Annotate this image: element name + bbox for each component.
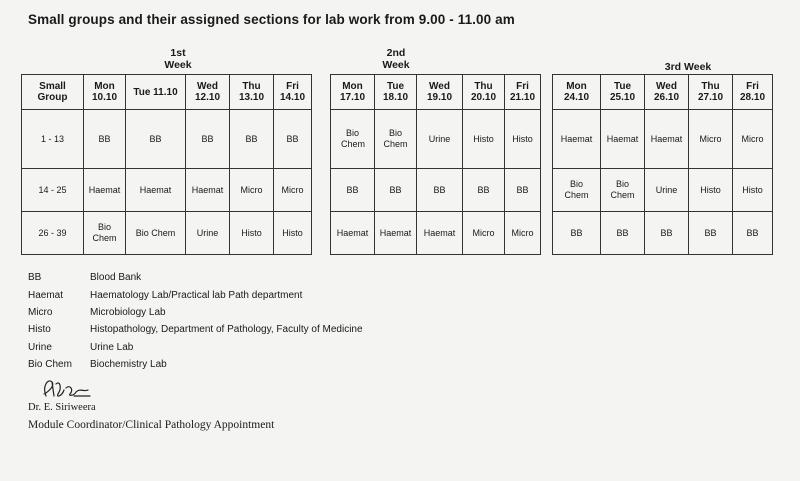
table-cell: BB: [505, 169, 541, 212]
table-cell: Haemat: [126, 169, 186, 212]
table-cell: Bio Chem: [331, 110, 375, 169]
table-cell: BB: [375, 169, 417, 212]
table-cell: Histo: [689, 169, 733, 212]
table-cell: BB: [84, 110, 126, 169]
table-row: [553, 212, 773, 255]
handwritten-signature: [40, 376, 100, 402]
table-cell: Histo: [230, 212, 274, 255]
table-row: [22, 212, 312, 255]
table-cell: BB: [126, 110, 186, 169]
table-cell: Haemat: [331, 212, 375, 255]
table-cell: BB: [733, 212, 773, 255]
header-row: [331, 75, 541, 110]
table-cell: BB: [689, 212, 733, 255]
table-cell: Micro: [230, 169, 274, 212]
table-cell: Histo: [505, 110, 541, 169]
header-day: Tue 18.10: [375, 75, 417, 110]
table-cell: Micro: [274, 169, 312, 212]
header-day: Fri 28.10: [733, 75, 773, 110]
table-cell: Haemat: [375, 212, 417, 255]
table-row: [331, 212, 541, 255]
table-cell: BB: [601, 212, 645, 255]
table-cell: Urine: [186, 212, 230, 255]
group-cell: 1 - 13: [22, 110, 84, 169]
legend-item: Urine Urine Lab: [28, 341, 134, 353]
table-cell: Micro: [733, 110, 773, 169]
legend-item: Micro Microbiology Lab: [28, 306, 166, 318]
header-day: Mon 24.10: [553, 75, 601, 110]
table-cell: Haemat: [601, 110, 645, 169]
legend: [28, 269, 363, 373]
week-2-label: 2nd Week: [382, 47, 410, 71]
group-cell: 14 - 25: [22, 169, 84, 212]
table-cell: BB: [417, 169, 463, 212]
table-row: [331, 110, 541, 169]
table-cell: BB: [186, 110, 230, 169]
table-cell: Bio Chem: [375, 110, 417, 169]
header-day: Thu 27.10: [689, 75, 733, 110]
signer-name: Dr. E. Siriweera: [28, 402, 96, 413]
table-cell: Haemat: [645, 110, 689, 169]
week-1-label: 1st Week: [164, 47, 192, 71]
legend-item: Bio Chem Biochemistry Lab: [28, 359, 167, 371]
table-cell: Haemat: [84, 169, 126, 212]
header-day: Fri 21.10: [505, 75, 541, 110]
week-1-table: [21, 74, 312, 255]
legend-item: Haemat Haematology Lab/Practical lab Path department: [28, 289, 303, 301]
table-cell: BB: [645, 212, 689, 255]
week-3-table: [552, 74, 773, 255]
table-cell: BB: [230, 110, 274, 169]
table-row: [553, 169, 773, 212]
table-cell: Micro: [463, 212, 505, 255]
header-day: Mon 17.10: [331, 75, 375, 110]
group-cell: 26 - 39: [22, 212, 84, 255]
table-cell: Urine: [645, 169, 689, 212]
header-small-group: Small Group: [22, 75, 84, 110]
table-cell: Micro: [505, 212, 541, 255]
table-cell: Haemat: [186, 169, 230, 212]
header-day: Thu 20.10: [463, 75, 505, 110]
table-row: [22, 169, 312, 212]
table-cell: BB: [553, 212, 601, 255]
table-cell: Bio Chem: [84, 212, 126, 255]
header-day: Fri 14.10: [274, 75, 312, 110]
legend-item: Histo Histopathology, Department of Pathology, Faculty of Medicine: [28, 324, 363, 336]
table-cell: Urine: [417, 110, 463, 169]
header-day: Wed 12.10: [186, 75, 230, 110]
legend-item: BB Blood Bank: [28, 272, 142, 284]
table-cell: BB: [331, 169, 375, 212]
table-cell: Haemat: [553, 110, 601, 169]
table-cell: BB: [274, 110, 312, 169]
header-day: Tue 25.10: [601, 75, 645, 110]
header-day: Wed 19.10: [417, 75, 463, 110]
table-cell: Histo: [733, 169, 773, 212]
table-cell: Bio Chem: [126, 212, 186, 255]
table-cell: Micro: [689, 110, 733, 169]
table-row: [331, 169, 541, 212]
header-day: Thu 13.10: [230, 75, 274, 110]
header-row: [22, 75, 312, 110]
table-row: [22, 110, 312, 169]
header-day: Wed 26.10: [645, 75, 689, 110]
header-day: Mon 10.10: [84, 75, 126, 110]
signer-role: Module Coordinator/Clinical Pathology Appointment: [28, 419, 275, 431]
table-cell: Histo: [463, 110, 505, 169]
header-day: Tue 11.10: [126, 75, 186, 110]
table-cell: Haemat: [417, 212, 463, 255]
table-cell: BB: [463, 169, 505, 212]
week-3-label: 3rd Week: [664, 61, 712, 73]
table-cell: Bio Chem: [553, 169, 601, 212]
header-row: [553, 75, 773, 110]
table-cell: Histo: [274, 212, 312, 255]
table-row: [553, 110, 773, 169]
week-2-table: [330, 74, 541, 255]
page-title: Small groups and their assigned sections for lab work from 9.00 - 11.00 am: [28, 12, 515, 27]
table-cell: Bio Chem: [601, 169, 645, 212]
